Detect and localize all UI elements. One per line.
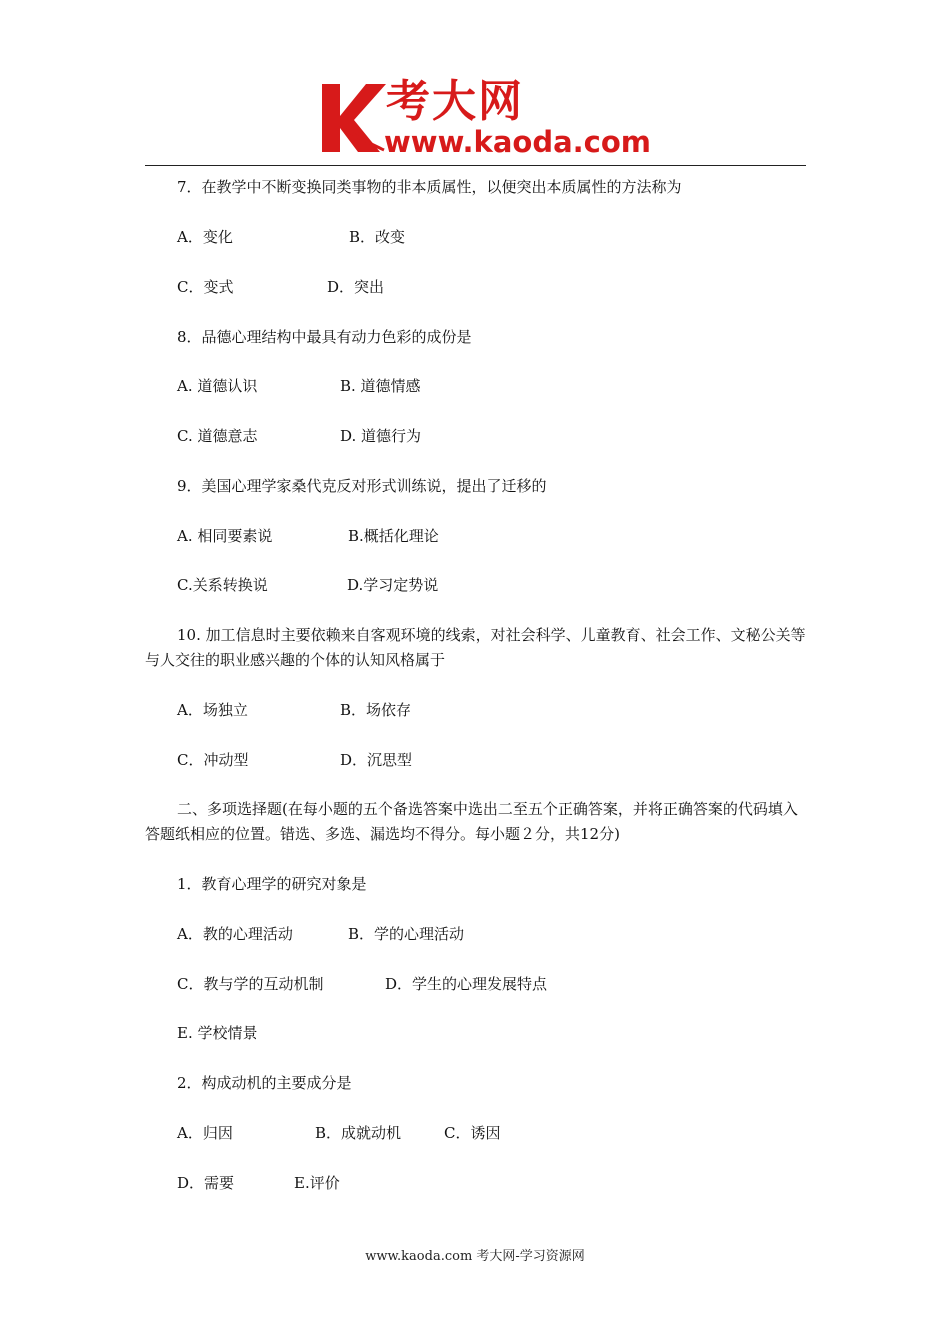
brand-chinese-name: 考大网 <box>386 76 524 127</box>
header-divider <box>145 165 806 166</box>
kaoda-logo[interactable] <box>318 76 651 160</box>
page-footer: www.kaoda.com 考大网-学习资源网 <box>365 1249 585 1264</box>
option-a: A. 相同要素说 <box>177 527 273 545</box>
brand-url: www.kaoda.com <box>384 125 651 159</box>
question-8-stem: 8．品德心理结构中最具有动力色彩的成份是 <box>177 328 472 346</box>
question-9-stem: 9．美国心理学家桑代克反对形式训练说，提出了迁移的 <box>177 477 547 495</box>
option-c: C.关系转换说 <box>177 576 268 594</box>
multi-question-1-stem: 1．教育心理学的研究对象是 <box>177 875 367 893</box>
question-7-stem: 7．在教学中不断变换同类事物的非本质属性，以便突出本质属性的方法称为 <box>177 178 682 196</box>
option-e: E.评价 <box>294 1174 340 1192</box>
question-10-stem: 10. 加工信息时主要依赖来自客观环境的线索，对社会科学、儿童教育、社会工作、文秘公关等与人交往的职业感兴趣的个体的认知风格属于 <box>145 626 806 669</box>
option-c: C．冲动型 <box>177 751 249 769</box>
section-2-heading: 二、多项选择题(在每小题的五个备选答案中选出二至五个正确答案，并将正确答案的代码填入答题纸相应的位置。错选、多选、漏选均不得分。每小题２分，共12分) <box>145 800 798 843</box>
option-a: A．教的心理活动 <box>177 925 293 943</box>
option-b: B. 道德情感 <box>340 377 421 395</box>
option-a: A．场独立 <box>177 701 248 719</box>
option-b: B.概括化理论 <box>348 527 439 545</box>
multi-question-1-option-e: E. 学校情景 <box>177 1024 258 1042</box>
option-d: D.学习定势说 <box>347 576 439 594</box>
option-d: D．学生的心理发展特点 <box>385 975 548 993</box>
k-logo-icon <box>318 76 388 156</box>
option-b: B．场依存 <box>340 701 412 719</box>
option-a: A．变化 <box>177 228 233 246</box>
option-c: C．诱因 <box>444 1124 501 1142</box>
option-c: C．教与学的互动机制 <box>177 975 324 993</box>
option-a: A．归因 <box>177 1124 233 1142</box>
option-b: B．学的心理活动 <box>348 925 465 943</box>
option-b: B．改变 <box>349 228 406 246</box>
option-a: A. 道德认识 <box>177 377 258 395</box>
option-d: D. 道德行为 <box>340 427 422 445</box>
page-header <box>0 0 950 168</box>
option-d: D．突出 <box>327 278 385 296</box>
option-d: D．沉思型 <box>340 751 413 769</box>
multi-question-2-stem: 2．构成动机的主要成分是 <box>177 1074 352 1092</box>
option-d: D．需要 <box>177 1174 235 1192</box>
option-b: B．成就动机 <box>315 1124 402 1142</box>
option-c: C．变式 <box>177 278 234 296</box>
option-c: C. 道德意志 <box>177 427 258 445</box>
